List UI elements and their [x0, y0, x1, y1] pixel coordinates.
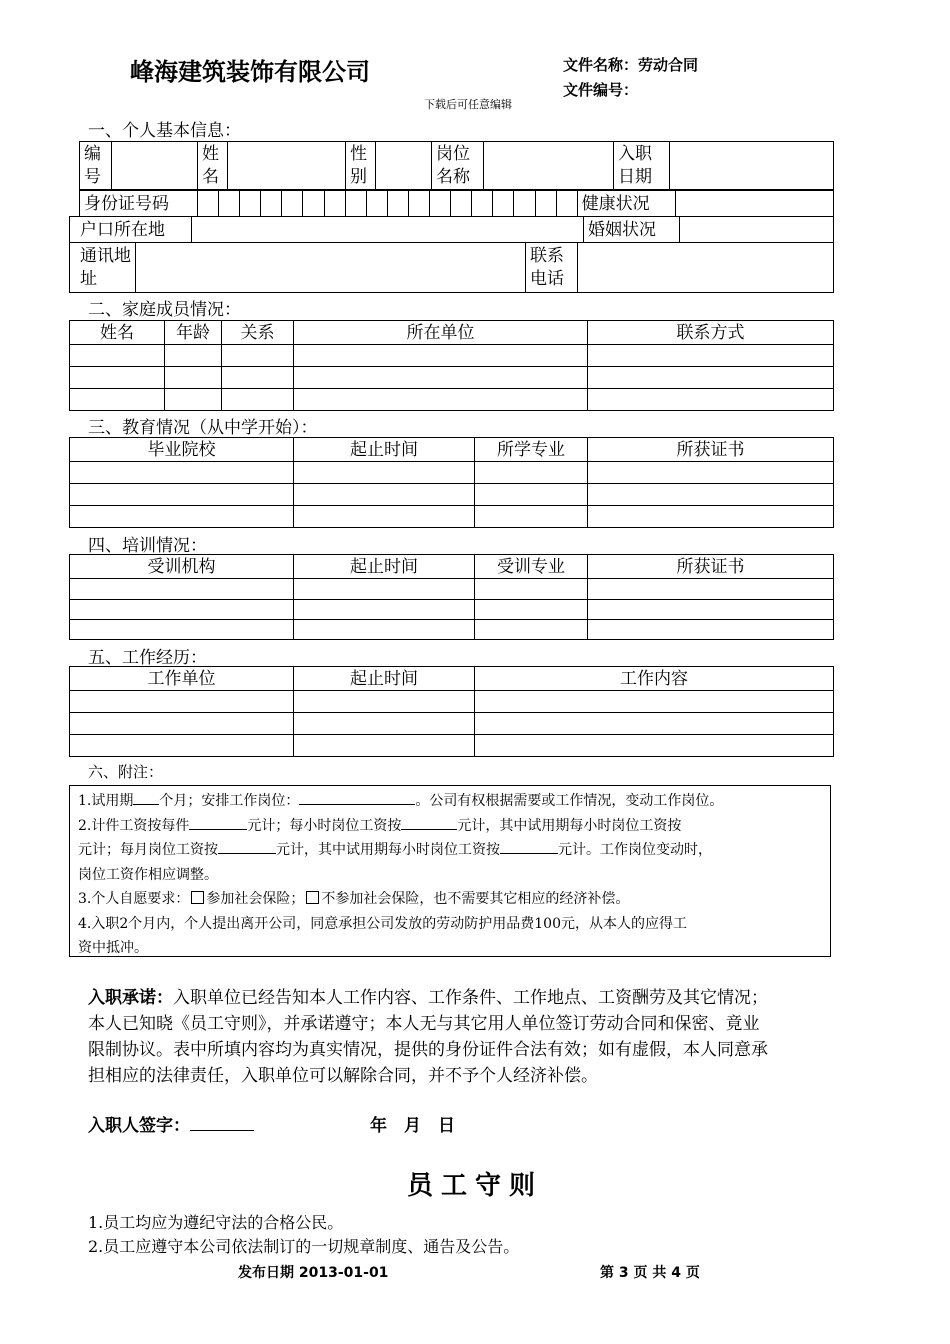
idcard-digit[interactable]: [514, 191, 535, 217]
section-education-title: 三、教育情况（从中学开始）：: [88, 418, 318, 438]
section-family-title: 二、家庭成员情况：: [88, 300, 241, 320]
pledge-paragraph: 入职承诺：入职单位已经告知本人工作内容、工作条件、工作地点、工资酬劳及其它情况； 本人已知晓《员工守则》，并承诺遵守；本人无与其它用人单位签订劳动合同和保密、竟业 限制协议。表中所填内容均为真实情况，提供的身份证件合法有效；如有虚假，本人同意承 担相应的法律责任，入职单位可以解除合同，并不予个人经济补偿。: [88, 988, 768, 1086]
health-field[interactable]: [675, 191, 833, 217]
idcard-digit[interactable]: [261, 191, 282, 217]
training-header-period: 起止时间: [294, 555, 475, 579]
table-cell[interactable]: [475, 691, 834, 713]
personal-info-row4: [69, 242, 834, 293]
signature-blank[interactable]: [190, 1114, 254, 1131]
marital-field[interactable]: [680, 217, 834, 243]
address-field[interactable]: [136, 243, 526, 293]
table-cell[interactable]: [475, 462, 588, 484]
table-cell[interactable]: [165, 345, 222, 367]
table-cell[interactable]: [475, 484, 588, 506]
table-cell[interactable]: [70, 484, 294, 506]
table-cell[interactable]: [475, 713, 834, 735]
signature-label: 入职人签字：: [88, 1116, 190, 1136]
table-cell[interactable]: [475, 506, 588, 528]
table-cell[interactable]: [222, 389, 294, 411]
table-cell[interactable]: [294, 345, 588, 367]
probation-hourly-blank[interactable]: [500, 839, 558, 854]
table-cell[interactable]: [70, 600, 294, 620]
idcard-digit[interactable]: [324, 191, 345, 217]
idcard-digit[interactable]: [451, 191, 472, 217]
health-label: 健康状况: [577, 191, 675, 217]
name-field[interactable]: [228, 142, 346, 190]
training-header-major: 受训专业: [475, 555, 588, 579]
monthly-wage-blank[interactable]: [218, 839, 276, 854]
table-cell[interactable]: [165, 389, 222, 411]
idcard-digit[interactable]: [366, 191, 387, 217]
table-row: [70, 389, 834, 411]
employee-id-label: 编号: [80, 142, 112, 190]
section-work-title: 五、工作经历：: [88, 648, 207, 668]
table-cell[interactable]: [70, 691, 294, 713]
table-cell[interactable]: [294, 484, 475, 506]
work-header-period: 起止时间: [294, 667, 475, 691]
piece-wage-blank[interactable]: [189, 815, 247, 830]
idcard-digit[interactable]: [535, 191, 556, 217]
table-row: [70, 620, 834, 640]
note-2-end: 岗位工资作相应调整。: [78, 866, 218, 883]
table-cell[interactable]: [294, 600, 475, 620]
rule-item: 1.员工均应为遵纪守法的合格公民。: [88, 1213, 344, 1232]
table-cell[interactable]: [588, 345, 834, 367]
idcard-digit[interactable]: [240, 191, 261, 217]
hukou-label: 户口所在地: [70, 217, 192, 243]
signature-date: 年 月 日: [370, 1116, 455, 1136]
download-note: 下载后可任意编辑: [424, 98, 512, 111]
idcard-digit[interactable]: [345, 191, 366, 217]
table-cell[interactable]: [294, 579, 475, 600]
family-header-employer: 所在单位: [294, 321, 588, 345]
table-cell[interactable]: [588, 600, 834, 620]
no-insurance-checkbox[interactable]: [306, 891, 319, 904]
note-2: 2.计件工资按每件 元计；每小时岗位工资按 元计，其中试用期每小时岗位工资按: [78, 814, 822, 839]
note-2-cont: 元计；每月岗位工资按 元计，其中试用期每小时岗位工资按 元计。工作岗位变动时，: [78, 838, 822, 863]
gender-field[interactable]: [376, 142, 432, 190]
work-table: [69, 666, 834, 757]
rule-item: 2.员工应遵守本公司依法制订的一切规章制度、通告及公告。: [88, 1237, 520, 1256]
table-cell[interactable]: [70, 389, 165, 411]
table-row: [70, 713, 834, 735]
table-row: [70, 367, 834, 389]
gender-label: 性别: [346, 142, 376, 190]
education-header-certificate: 所获证书: [588, 438, 834, 462]
idcard-digit[interactable]: [387, 191, 408, 217]
table-cell[interactable]: [588, 389, 834, 411]
table-row: [70, 484, 834, 506]
section-notes-title: 六、附注：: [88, 763, 164, 781]
table-cell[interactable]: [588, 506, 834, 528]
name-label: 姓名: [198, 142, 228, 190]
hourly-wage-blank[interactable]: [401, 815, 457, 830]
family-header-age: 年龄: [165, 321, 222, 345]
education-header-period: 起止时间: [294, 438, 475, 462]
table-cell[interactable]: [294, 713, 475, 735]
post-label: 岗位名称: [432, 142, 484, 190]
idcard-digit[interactable]: [556, 191, 577, 217]
hire-date-field[interactable]: [670, 142, 834, 190]
table-cell[interactable]: [475, 579, 588, 600]
idcard-label: 身份证号码: [80, 191, 198, 217]
table-cell[interactable]: [588, 462, 834, 484]
table-cell[interactable]: [70, 713, 294, 735]
table-cell[interactable]: [70, 735, 294, 757]
table-cell[interactable]: [70, 506, 294, 528]
family-header-relation: 关系: [222, 321, 294, 345]
table-cell[interactable]: [294, 691, 475, 713]
idcard-digit[interactable]: [493, 191, 514, 217]
training-table: [69, 554, 834, 640]
table-cell[interactable]: [294, 462, 475, 484]
table-row: [70, 600, 834, 620]
section-personal-title: 一、个人基本信息：: [88, 121, 241, 141]
table-cell[interactable]: [588, 579, 834, 600]
personal-info-row1: [79, 141, 834, 190]
personal-info-row3: [69, 216, 834, 243]
table-row: [70, 462, 834, 484]
note-1: 1.试用期 个月；安排工作岗位： 。公司有权根据需要或工作情况，变动工作岗位。: [78, 789, 822, 814]
address-label: 通讯地址: [70, 243, 136, 293]
table-cell[interactable]: [475, 600, 588, 620]
table-cell[interactable]: [475, 620, 588, 640]
family-header-contact: 联系方式: [588, 321, 834, 345]
education-table: [69, 437, 834, 528]
table-cell[interactable]: [70, 367, 165, 389]
notes-box: [69, 785, 831, 957]
table-cell[interactable]: [165, 367, 222, 389]
doc-number: 文件编号：: [563, 81, 639, 99]
training-header-certificate: 所获证书: [588, 555, 834, 579]
family-table: [69, 320, 834, 411]
idcard-digit[interactable]: [219, 191, 240, 217]
idcard-digit[interactable]: [282, 191, 303, 217]
phone-field[interactable]: [578, 243, 834, 293]
marital-label: 婚姻状况: [584, 217, 680, 243]
table-cell[interactable]: [294, 620, 475, 640]
education-header-school: 毕业院校: [70, 438, 294, 462]
table-cell[interactable]: [222, 367, 294, 389]
table-cell[interactable]: [70, 579, 294, 600]
phone-label: 联系电话: [526, 243, 578, 293]
note-4-end: 资中抵冲。: [78, 940, 148, 956]
employee-id-field[interactable]: [112, 142, 198, 190]
probation-months-blank[interactable]: [133, 790, 159, 805]
page-number: 第 3 页 共 4 页: [600, 1265, 700, 1281]
table-cell[interactable]: [588, 484, 834, 506]
signature-line: [88, 1111, 254, 1136]
rules-title: 员工守则: [406, 1171, 543, 1201]
personal-info-row2: [79, 190, 834, 217]
company-name: 峰海建筑装饰有限公司: [130, 58, 370, 86]
pledge-label: 入职承诺：: [88, 988, 173, 1008]
note-4: 4.入职2个月内，个人提出离开公司，同意承担公司发放的劳动防护用品费100元，从本人的应得工: [78, 915, 687, 932]
post-blank[interactable]: [299, 790, 415, 805]
work-header-content: 工作内容: [475, 667, 834, 691]
section-training-title: 四、培训情况：: [88, 536, 207, 556]
table-cell[interactable]: [475, 735, 834, 757]
note-3: 3.个人自愿要求： 参加社会保险； 不参加社会保险，也不需要其它相应的经济补偿。: [78, 891, 630, 907]
idcard-digit[interactable]: [472, 191, 493, 217]
table-cell[interactable]: [70, 345, 165, 367]
training-header-institution: 受训机构: [70, 555, 294, 579]
table-cell[interactable]: [588, 620, 834, 640]
table-cell[interactable]: [294, 735, 475, 757]
table-row: [70, 735, 834, 757]
doc-name: 文件名称：劳动合同: [563, 56, 699, 74]
work-header-employer: 工作单位: [70, 667, 294, 691]
table-row: [70, 579, 834, 600]
table-cell[interactable]: [222, 345, 294, 367]
idcard-digit[interactable]: [198, 191, 219, 217]
idcard-digit[interactable]: [408, 191, 429, 217]
post-field[interactable]: [484, 142, 614, 190]
join-insurance-checkbox[interactable]: [191, 891, 204, 904]
family-header-name: 姓名: [70, 321, 165, 345]
table-row: [70, 345, 834, 367]
hukou-field[interactable]: [192, 217, 584, 243]
publish-date: 发布日期 2013-01-01: [238, 1265, 389, 1281]
table-cell[interactable]: [294, 367, 588, 389]
idcard-digit[interactable]: [303, 191, 324, 217]
table-cell[interactable]: [294, 389, 588, 411]
education-header-major: 所学专业: [475, 438, 588, 462]
table-cell[interactable]: [588, 367, 834, 389]
table-cell[interactable]: [70, 462, 294, 484]
table-row: [70, 691, 834, 713]
table-cell[interactable]: [294, 506, 475, 528]
table-cell[interactable]: [70, 620, 294, 640]
table-row: [70, 506, 834, 528]
idcard-digit[interactable]: [430, 191, 451, 217]
hire-date-label: 入职日期: [614, 142, 670, 190]
